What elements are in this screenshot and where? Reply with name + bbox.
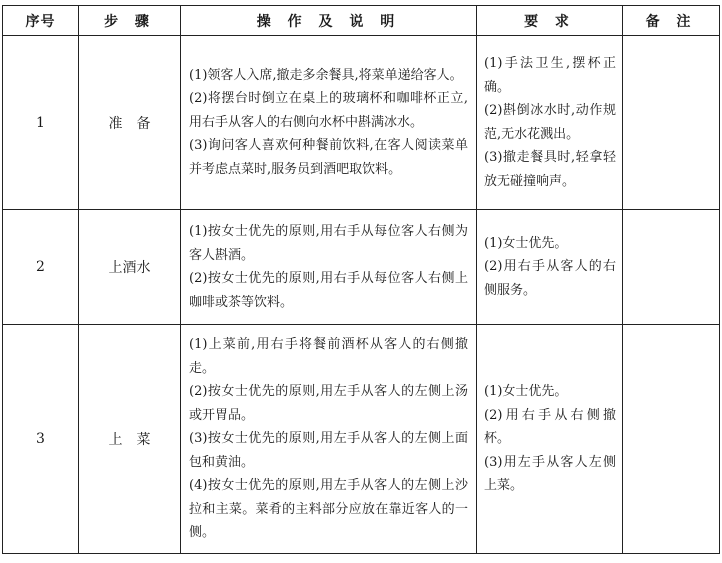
req-line: (1)手法卫生,摆杯正确。 — [484, 56, 616, 95]
req-line: (2)用右手从右侧撤杯。 — [484, 407, 616, 447]
desc-line: (3)询问客人喜欢何种餐前饮料,在客人阅读菜单并考虑点菜时,服务员到酒吧取饮料。 — [189, 138, 468, 177]
desc-line: (4)按女士优先的原则,用左手从客人的左侧上沙拉和主菜。菜肴的主料部分应放在靠近客人的一侧。 — [189, 478, 468, 541]
cell-note — [623, 210, 720, 325]
table-row — [3, 36, 720, 210]
desc-line: (1)按女士优先的原则,用右手从每位客人右侧为客人斟酒。 — [189, 224, 468, 263]
cell-req — [477, 210, 623, 325]
req-line: (3)撤走餐具时,轻拿轻放无碰撞响声。 — [484, 150, 616, 189]
header-desc: 操 作 及 说 明 — [181, 6, 477, 36]
table-row — [3, 325, 720, 554]
cell-note — [623, 325, 720, 554]
desc-line: (3)按女士优先的原则,用左手从客人的左侧上面包和黄油。 — [189, 431, 468, 470]
desc-line: (2)按女士优先的原则,用左手从客人的左侧上汤或开胃品。 — [189, 384, 468, 423]
desc-line: (2)按女士优先的原则,用右手从每位客人右侧上咖啡或茶等饮料。 — [189, 271, 468, 310]
cell-desc — [181, 210, 477, 325]
cell-step: 准 备 — [79, 36, 181, 210]
desc-line: (1)领客人入席,撤走多余餐具,将菜单递给客人。 — [189, 67, 463, 83]
cell-req — [477, 325, 623, 554]
cell-desc — [181, 325, 477, 554]
req-line: (3)用左手从客人左侧上菜。 — [484, 454, 616, 494]
cell-seq: 3 — [3, 325, 79, 554]
header-req: 要 求 — [477, 6, 623, 36]
cell-step: 上 菜 — [79, 325, 181, 554]
header-note: 备 注 — [623, 6, 720, 36]
desc-line: (1)上菜前,用右手将餐前酒杯从客人的右侧撤走。 — [189, 337, 468, 376]
table-row — [3, 210, 720, 325]
header-seq: 序号 — [3, 6, 79, 36]
service-procedure-table — [2, 5, 720, 554]
cell-seq: 2 — [3, 210, 79, 325]
req-line: (1)女士优先。 — [484, 384, 568, 400]
desc-line: (2)将摆台时倒立在桌上的玻璃杯和咖啡杯正立,用右手从客人的右侧向水杯中斟满冰水。 — [189, 91, 468, 130]
cell-step: 上酒水 — [79, 210, 181, 325]
cell-seq: 1 — [3, 36, 79, 210]
req-line: (2)用右手从客人的右侧服务。 — [484, 259, 616, 298]
req-line: (1)女士优先。 — [484, 235, 568, 251]
req-line: (2)斟倒冰水时,动作规范,无水花溅出。 — [484, 103, 616, 142]
cell-note — [623, 36, 720, 210]
header-step: 步 骤 — [79, 6, 181, 36]
cell-desc — [181, 36, 477, 210]
header-row — [3, 6, 720, 36]
cell-req — [477, 36, 623, 210]
